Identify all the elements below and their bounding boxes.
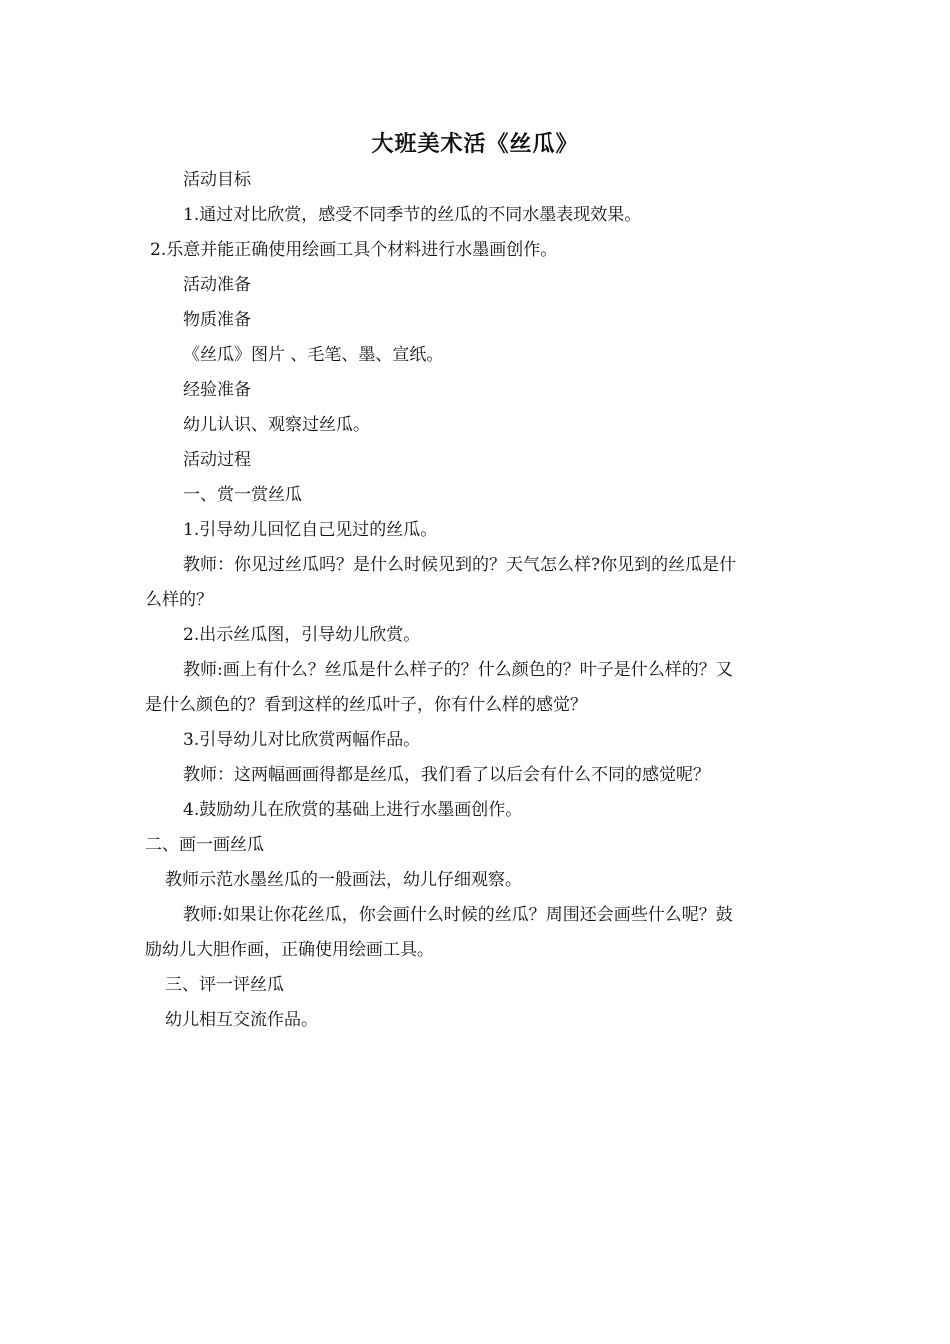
- heading-activity-process: 活动过程: [183, 450, 251, 470]
- heading-experience-preparation: 经验准备: [183, 380, 251, 400]
- experience-text: 幼儿认识、观察过丝瓜。: [183, 415, 370, 435]
- step-1: 1.引导幼儿回忆自己见过的丝瓜。: [183, 520, 438, 540]
- teacher-question-3: 教师：这两幅画画得都是丝瓜，我们看了以后会有什么不同的感觉呢？: [183, 765, 710, 785]
- section-2-heading: 二、画一画丝瓜: [145, 835, 264, 855]
- teacher-question-4-line-2: 励幼儿大胆作画，正确使用绘画工具。: [145, 940, 434, 960]
- step-2: 2.出示丝瓜图，引导幼儿欣赏。: [183, 625, 421, 645]
- section-1-heading: 一、赏一赏丝瓜: [183, 485, 302, 505]
- teacher-question-2-line-1: 教师:画上有什么？丝瓜是什么样子的？什么颜色的？叶子是什么样的？又: [183, 660, 733, 680]
- material-list: 《丝瓜》图片 、毛笔、墨、宣纸。: [183, 345, 444, 365]
- section-3-heading: 三、评一评丝瓜: [165, 975, 284, 995]
- section-3-text: 幼儿相互交流作品。: [165, 1010, 318, 1030]
- heading-activity-goals: 活动目标: [183, 170, 251, 190]
- document-title: 大班美术活《丝瓜》: [371, 131, 579, 157]
- heading-activity-preparation: 活动准备: [183, 275, 251, 295]
- heading-material-preparation: 物质准备: [183, 310, 251, 330]
- teacher-question-2-line-2: 是什么颜色的？看到这样的丝瓜叶子，你有什么样的感觉？: [145, 695, 587, 715]
- teacher-demo-text: 教师示范水墨丝瓜的一般画法，幼儿仔细观察。: [165, 870, 522, 890]
- goal-2: 2.乐意并能正确使用绘画工具个材料进行水墨画创作。: [150, 240, 558, 260]
- step-3: 3.引导幼儿对比欣赏两幅作品。: [183, 730, 421, 750]
- teacher-question-1-line-1: 教师：你见过丝瓜吗？是什么时候见到的？天气怎么样?你见到的丝瓜是什: [183, 555, 737, 575]
- step-4: 4.鼓励幼儿在欣赏的基础上进行水墨画创作。: [183, 800, 523, 820]
- goal-1: 1.通过对比欣赏，感受不同季节的丝瓜的不同水墨表现效果。: [183, 205, 642, 225]
- teacher-question-1-line-2: 么样的？: [145, 590, 213, 610]
- teacher-question-4-line-1: 教师:如果让你花丝瓜，你会画什么时候的丝瓜？周围还会画些什么呢？鼓: [183, 905, 733, 925]
